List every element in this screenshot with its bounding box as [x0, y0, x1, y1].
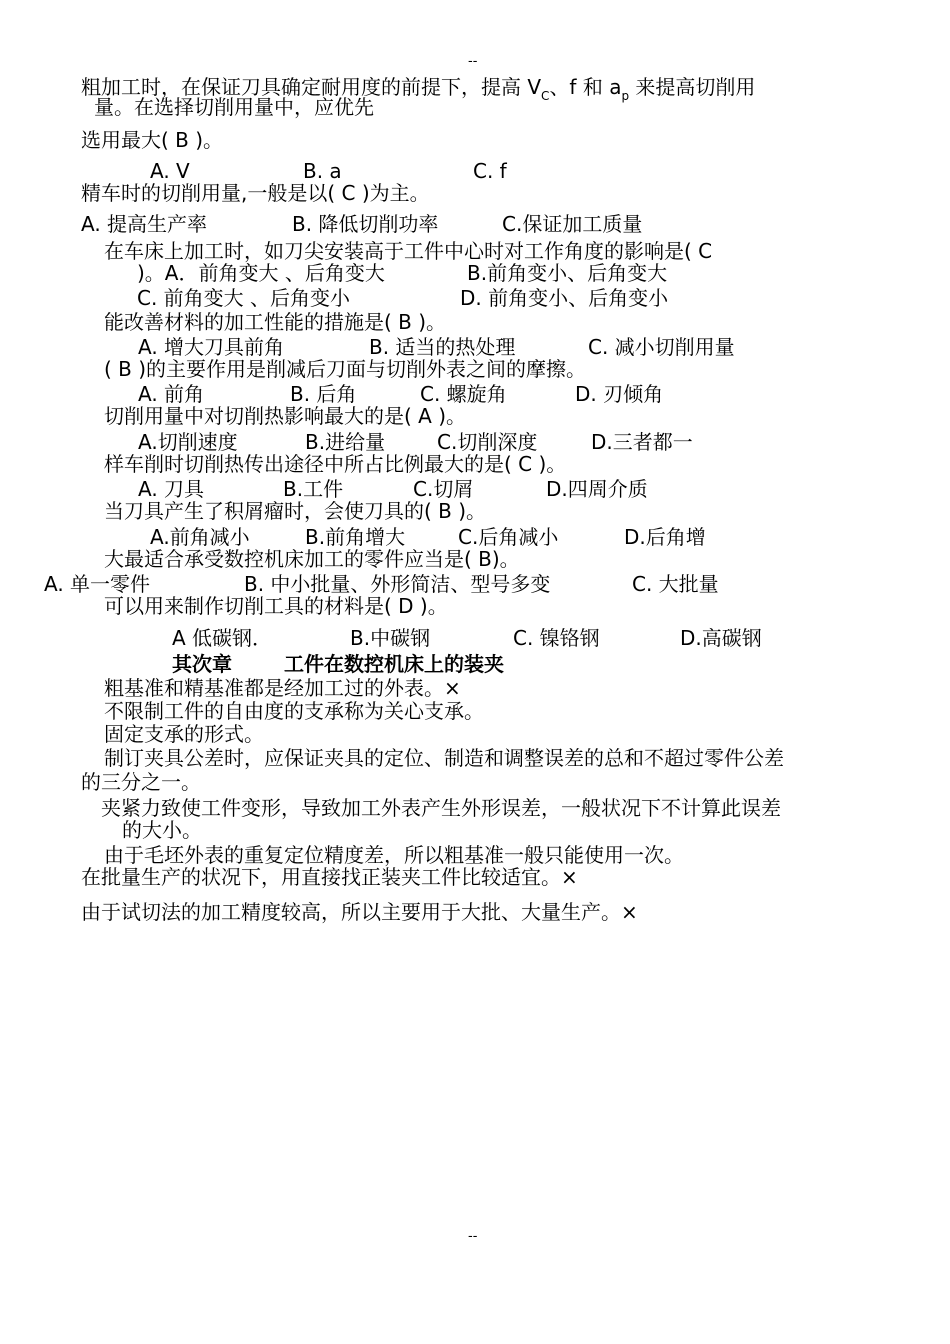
question-6-option-c: C.切削深度 [437, 430, 538, 454]
question-2-option-c: C.保证加工质量 [502, 212, 643, 236]
question-4-option-b: B. 适当的热处理 [369, 335, 516, 359]
question-7-option-b: B.工件 [283, 477, 344, 501]
page-header-mark: -- [468, 54, 478, 69]
question-3-option-b: B.前角变小、后角变大 [467, 261, 668, 285]
question-7-stem: 样车削时切削热传出途径中所占比例最大的是( C )。 [104, 452, 567, 476]
question-10-option-d: D.高碳钢 [680, 626, 762, 650]
question-3-stem-1: 在车床上加工时，如刀尖安装高于工件中心时对工作角度的影响是( C [104, 239, 713, 263]
question-2-option-a: A. 提高生产率 [81, 212, 208, 236]
question-6-option-b: B.进给量 [305, 430, 386, 454]
question-1-option-b: B. a [303, 159, 342, 183]
question-7-option-c: C.切屑 [413, 477, 474, 501]
question-4-option-c: C. 减小切削用量 [588, 335, 735, 359]
question-10-option-c: C. 镍铬钢 [513, 626, 600, 650]
question-10-option-b: B.中碳钢 [350, 626, 431, 650]
page-footer-mark: -- [468, 1229, 478, 1244]
question-5-option-c: C. 螺旋角 [420, 382, 507, 406]
statement-6: 由于毛坯外表的重复定位精度差，所以粗基准一般只能使用一次。 [104, 843, 684, 867]
question-1-option-c: C. f [473, 159, 507, 183]
statement-5-line-1: 夹紧力致使工件变形，导致加工外表产生外形误差，一般状况下不计算此误差 [101, 796, 781, 820]
question-8-option-b: B.前角增大 [305, 525, 406, 549]
question-5-option-d: D. 刃倾角 [575, 382, 664, 406]
subscript-c: C [541, 89, 550, 103]
question-9-option-a: A. 单一零件 [44, 572, 151, 596]
question-10-stem: 可以用来制作切削工具的材料是( D )。 [104, 594, 448, 618]
question-8-option-a: A.前角减小 [150, 525, 250, 549]
question-2-stem: 精车时的切削用量,一般是以( C )为主。 [81, 181, 430, 205]
subscript-p: p [621, 89, 630, 103]
question-10-option-a: A 低碳钢． [172, 626, 273, 650]
question-3-option-c: C. 前角变大 、后角变小 [137, 286, 351, 310]
statement-3: 固定支承的形式。 [104, 722, 264, 746]
question-1-option-a: A. V [150, 159, 190, 183]
question-4-option-a: A. 增大刀具前角 [138, 335, 285, 359]
statement-8: 由于试切法的加工精度较高，所以主要用于大批、大量生产。× [81, 900, 638, 924]
question-1-text-a: 粗加工时，在保证刀具确定耐用度的前提下，提高 V [81, 75, 542, 99]
question-3-stem-2: )。A．前角变大 、后角变大 [137, 261, 385, 285]
question-7-option-a: A. 刀具 [138, 477, 205, 501]
question-1-line-2: 量。在选择切削用量中，应优先 [94, 95, 374, 119]
question-8-option-c: C.后角减小 [458, 525, 559, 549]
question-6-option-d: D.三者都一 [591, 430, 693, 454]
question-8-stem: 当刀具产生了积屑瘤时，会使刀具的( B )。 [104, 499, 487, 523]
statement-4-line-2: 的三分之一。 [81, 770, 201, 794]
question-9-option-c: C. 大批量 [632, 572, 719, 596]
question-1-text-b: 、f 和 a [549, 75, 622, 99]
question-9-stem: 大最适合承受数控机床加工的零件应当是( B)。 [104, 547, 520, 571]
statement-7: 在批量生产的状况下，用直接找正装夹工件比较适宜。× [81, 865, 578, 889]
statement-4-line-1: 制订夹具公差时，应保证夹具的定位、制造和调整误差的总和不超过零件公差 [104, 746, 784, 770]
question-6-option-a: A.切削速度 [138, 430, 238, 454]
chapter-number: 其次章 [172, 652, 232, 676]
statement-1: 粗基准和精基准都是经加工过的外表。× [104, 676, 461, 700]
chapter-title: 工件在数控机床上的装夹 [284, 652, 504, 676]
question-5-stem: ( B )的主要作用是削减后刀面与切削外表之间的摩擦。 [104, 357, 587, 381]
question-5-option-b: B. 后角 [290, 382, 357, 406]
question-7-option-d: D.四周介质 [546, 477, 648, 501]
question-3-option-d: D. 前角变小、后角变小 [460, 286, 669, 310]
question-1-line-3: 选用最大( B )。 [81, 128, 224, 152]
question-4-stem: 能改善材料的加工性能的措施是( B )。 [104, 310, 447, 334]
question-2-option-b: B. 降低切削功率 [292, 212, 439, 236]
statement-5-line-2: 的大小。 [122, 818, 202, 842]
question-6-stem: 切削用量中对切削热影响最大的是( A )。 [104, 404, 467, 428]
statement-2: 不限制工件的自由度的支承称为关心支承。 [104, 699, 484, 723]
question-1-text-c: 来提高切削用 [629, 75, 756, 99]
question-9-option-b: B. 中小批量、外形简洁、型号多变 [244, 572, 551, 596]
question-8-option-d: D.后角增 [624, 525, 706, 549]
question-5-option-a: A. 前角 [138, 382, 205, 406]
